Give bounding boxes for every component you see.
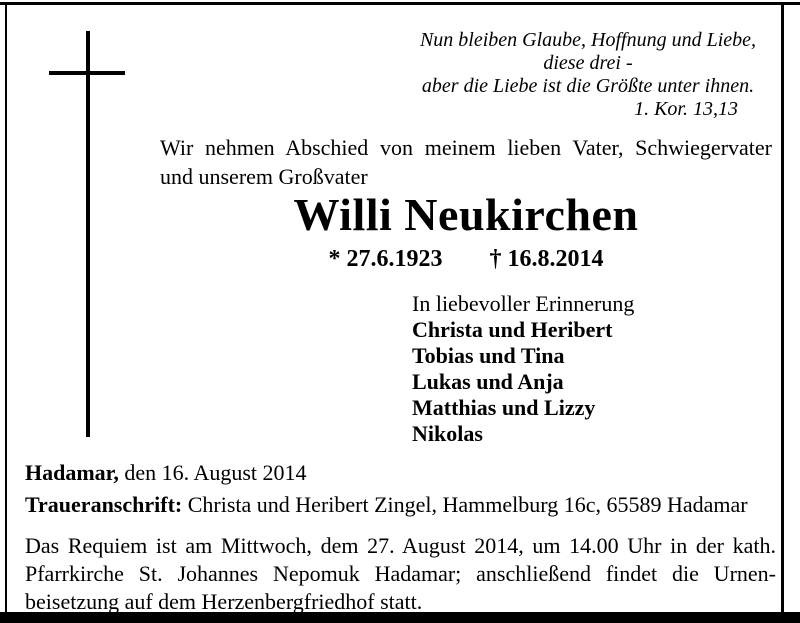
mourner-name: Matthias und Lizzy [412, 395, 596, 420]
requiem-announcement [25, 532, 776, 616]
place-and-date-line [25, 461, 307, 485]
quote-line: Nun bleiben Glaube, Hoffnung und Liebe, [419, 29, 757, 51]
place-label: Hadamar, [25, 460, 119, 485]
mourner-name: Christa und Heribert [412, 317, 613, 342]
mourner-name: Tobias und Tina [412, 343, 565, 368]
farewell-intro-line: Wir nehmen Abschied von meinem lieben Vater, Schwiegervater [160, 135, 772, 160]
memorial-block [412, 291, 634, 447]
requiem-line: Das Requiem ist am Mittwoch, dem 27. August 2014, um 14.00 Uhr in der kath. [25, 533, 776, 558]
requiem-line: beisetzung auf dem Herzenbergfriedhof statt. [25, 589, 423, 614]
date-text: den 16. August 2014 [124, 460, 307, 485]
deceased-name: Willi Neukirchen [293, 189, 639, 240]
quote-citation: 1. Kor. 13,13 [634, 98, 738, 120]
left-border-rule [5, 2, 7, 612]
cross-vertical-bar [86, 31, 90, 437]
memorial-heading: In liebevoller Erinnerung [412, 291, 635, 316]
condolence-address-line [25, 493, 748, 517]
life-dates [160, 246, 772, 272]
requiem-line: Pfarrkirche St. Johannes Nepomuk Hadamar; anschließend findet die Urnen- [25, 561, 776, 586]
cross-horizontal-bar [49, 71, 125, 75]
death-date: † 16.8.2014 [489, 246, 604, 272]
scripture-quote [402, 29, 774, 121]
mourner-name: Lukas und Anja [412, 369, 564, 394]
top-border-rule [0, 2, 800, 5]
mourner-name: Nikolas [412, 421, 483, 446]
quote-line: aber die Liebe ist die Größte unter ihnen. [421, 75, 755, 97]
quote-line: diese drei - [543, 52, 633, 74]
condolence-label: Traueranschrift: [25, 492, 183, 517]
farewell-intro-line: und unserem Großvater [160, 164, 368, 189]
condolence-address: Christa und Heribert Zingel, Hammelburg 16c, 65589 Hadamar [187, 492, 748, 517]
right-border-rule [781, 2, 784, 612]
farewell-intro [160, 133, 772, 191]
birth-date: * 27.6.1923 [328, 246, 443, 272]
